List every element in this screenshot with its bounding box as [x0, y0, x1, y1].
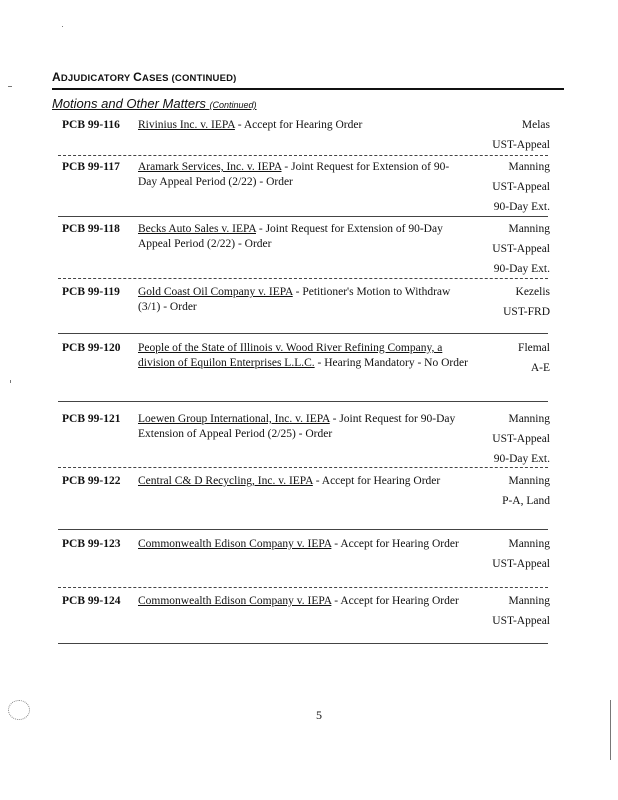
case-title-link[interactable]: Rivinius Inc. v. IEPA: [138, 119, 235, 131]
separator: [58, 155, 548, 156]
case-number: PCB 99-120: [62, 342, 121, 354]
case-assignment: Manning UST-Appeal: [492, 595, 550, 627]
case-number: PCB 99-119: [62, 286, 120, 298]
case-description: Central C& D Recycling, Inc. v. IEPA - Accept for Hearing Order: [138, 475, 441, 487]
case-assignment: Melas UST-Appeal: [492, 119, 550, 151]
case-title-link[interactable]: Commonwealth Edison Company v. IEPA: [138, 538, 332, 550]
case-assignment: Manning UST-Appeal 90-Day Ext.: [492, 161, 550, 213]
case-title-link[interactable]: Central C& D Recycling, Inc. v. IEPA: [138, 475, 313, 487]
case-assignment: Flemal A-E: [518, 342, 550, 374]
page-heading: ADJUDICATORY CASES (CONTINUED): [52, 70, 237, 84]
case-title-link[interactable]: Loewen Group International, Inc. v. IEPA: [138, 413, 330, 425]
case-description: Commonwealth Edison Company v. IEPA - Accept for Hearing Order: [138, 595, 459, 607]
case-number: PCB 99-118: [62, 223, 120, 235]
separator: [58, 529, 548, 530]
separator: [58, 401, 548, 402]
case-assignment: Manning UST-Appeal: [492, 538, 550, 570]
case-description: Aramark Services, Inc. v. IEPA - Joint Request for Extension of 90-Day Appeal Period (2/22) - Order: [138, 161, 450, 188]
separator: [58, 467, 548, 468]
case-assignment: Manning UST-Appeal 90-Day Ext.: [492, 223, 550, 275]
separator: [58, 278, 548, 279]
separator: [58, 216, 548, 217]
case-number: PCB 99-117: [62, 161, 120, 173]
section-title: Motions and Other Matters (Continued): [52, 96, 257, 111]
case-number: PCB 99-123: [62, 538, 121, 550]
case-description: Commonwealth Edison Company v. IEPA - Accept for Hearing Order: [138, 538, 459, 550]
case-number: PCB 99-121: [62, 413, 121, 425]
scan-speck: [10, 380, 11, 383]
case-assignment: Manning UST-Appeal 90-Day Ext.: [492, 413, 550, 465]
case-title-link[interactable]: Commonwealth Edison Company v. IEPA: [138, 595, 332, 607]
separator: [58, 333, 548, 334]
scan-speck: [610, 700, 611, 760]
page-number: 5: [316, 708, 322, 722]
case-description: Rivinius Inc. v. IEPA - Accept for Hearing Order: [138, 119, 363, 131]
case-title-link[interactable]: Gold Coast Oil Company v. IEPA: [138, 286, 293, 298]
case-description: Loewen Group International, Inc. v. IEPA - Joint Request for 90-Day Extension of Appeal Period (2/25) - Order: [138, 413, 456, 440]
case-description: Becks Auto Sales v. IEPA - Joint Request for Extension of 90-Day Appeal Period (2/22) - Order: [138, 223, 443, 250]
case-description: Gold Coast Oil Company v. IEPA - Petitioner's Motion to Withdraw (3/1) - Order: [138, 286, 451, 313]
separator: [58, 587, 548, 588]
scan-speck: [8, 86, 12, 87]
case-title-link[interactable]: Becks Auto Sales v. IEPA: [138, 223, 256, 235]
case-number: PCB 99-124: [62, 595, 121, 607]
case-description: People of the State of Illinois v. Wood River Refining Company, a division of Equilon Enterprises L.L.C. - Hearing Mandatory - No Order: [138, 342, 468, 369]
case-title-link[interactable]: People of the State of Illinois v. Wood River Refining Company, a division of Equilon Enterprises L.L.C.: [138, 342, 443, 369]
case-number: PCB 99-116: [62, 119, 120, 131]
case-assignment: Manning P-A, Land: [502, 475, 550, 507]
heading-rule: [52, 88, 564, 90]
case-title-link[interactable]: Aramark Services, Inc. v. IEPA: [138, 161, 282, 173]
case-assignment: Kezelis UST-FRD: [503, 286, 550, 318]
case-number: PCB 99-122: [62, 475, 121, 487]
scan-stamp-mark: [8, 700, 30, 720]
separator: [58, 643, 548, 644]
scan-speck: [62, 26, 63, 27]
